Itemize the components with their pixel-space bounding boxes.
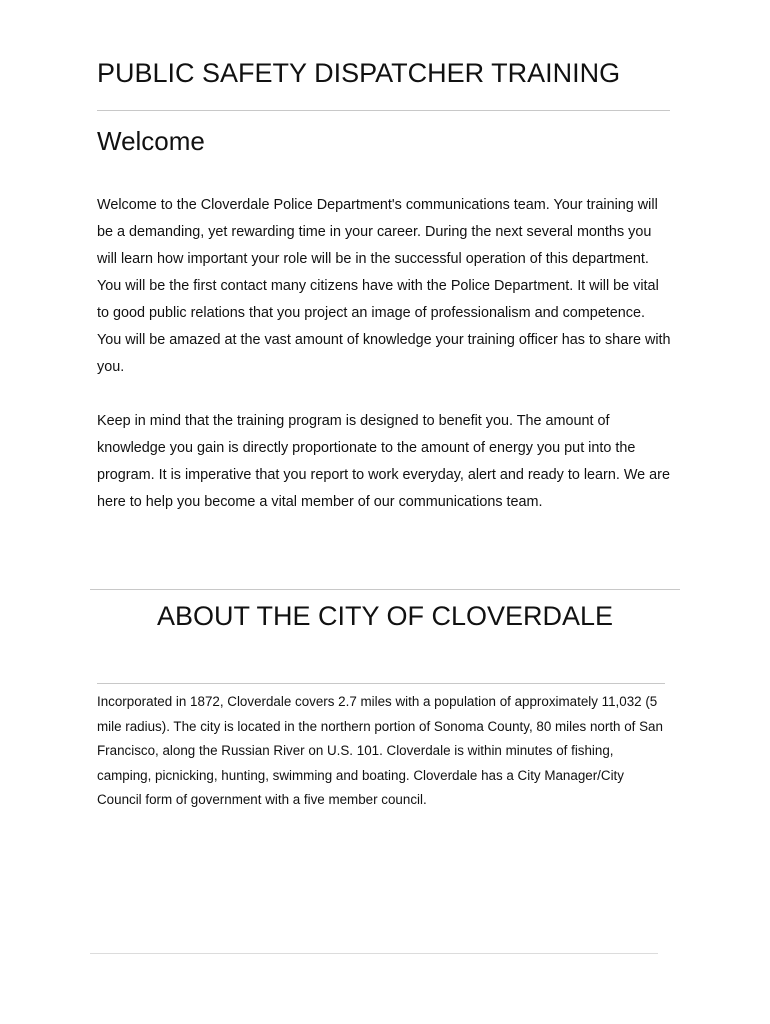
about-city-heading: ABOUT THE CITY OF CLOVERDALE	[156, 601, 614, 631]
footer-divider	[90, 953, 658, 954]
welcome-heading: Welcome	[97, 126, 205, 156]
about-city-paragraph: Incorporated in 1872, Cloverdale covers 2.7 miles with a population of approximately 11,032 (5 mile radius). The city is located in the northern portion of Sonoma County, 80 miles north of San Francisco, along the Russian River on U.S. 101. Cloverdale is within minutes of fishing, camping, picnicking, hunting, swimming and boating. Cloverdale has a City Manager/City Council form of government with a five member council.	[97, 694, 663, 807]
welcome-paragraph-2: Keep in mind that the training program is designed to benefit you. The amount of knowledge you gain is directly proportionate to the amount of energy you put into the program. It is imperative that you report to work everyday, alert and ready to learn. We are here to help you become a vital member of our communications team.	[97, 413, 670, 510]
section-divider-top	[90, 589, 680, 590]
page-title: PUBLIC SAFETY DISPATCHER TRAINING	[97, 58, 621, 88]
title-divider	[97, 110, 670, 111]
welcome-paragraph-1: Welcome to the Cloverdale Police Department's communications team. Your training will be a demanding, yet rewarding time in your career. During the next several months you will learn how important your role will be in the successful operation of this department. You will be the first contact many citizens have with the Police Department. It will be vital to good public relations that you project an image of professionalism and competence. You will be amazed at the vast amount of knowledge your training officer has to share with you.	[97, 197, 671, 375]
section-divider-bottom	[97, 683, 665, 684]
